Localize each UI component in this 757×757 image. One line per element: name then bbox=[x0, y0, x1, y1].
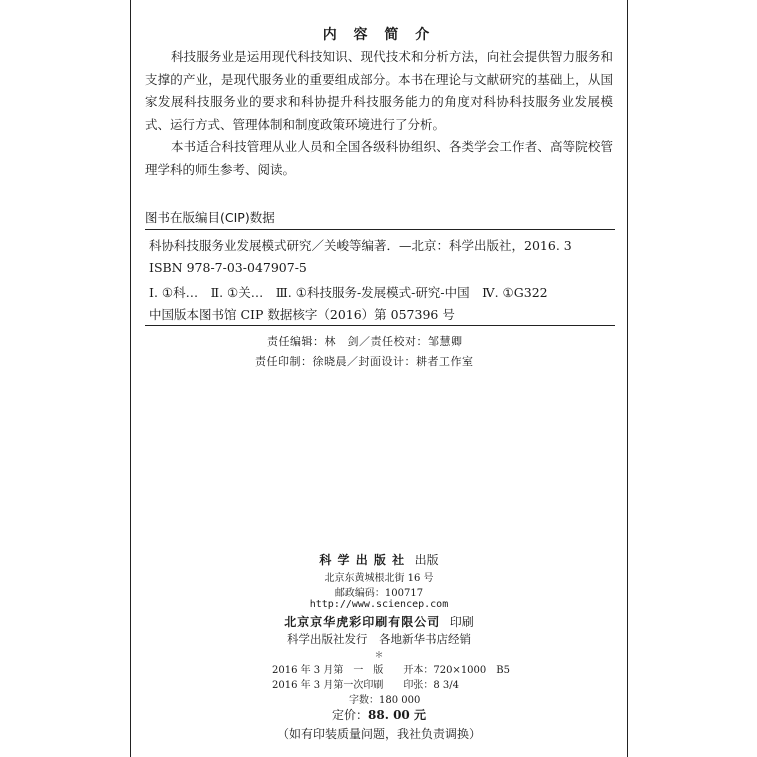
cip-line-1: 科协科技服务业发展模式研究／关峻等编著．—北京：科学出版社，2016. 3 bbox=[149, 238, 572, 253]
cip-bottom-rule bbox=[145, 325, 615, 326]
publisher-website: http://www.sciencep.com bbox=[309, 599, 449, 610]
price-value: 88. 00 元 bbox=[368, 708, 426, 722]
price-label: 定价： bbox=[332, 708, 369, 722]
printer-suffix: 印刷 bbox=[449, 615, 474, 629]
copyright-page bbox=[130, 0, 628, 757]
intro-paragraph-2: 本书适合科技管理从业人员和全国各级科协组织、各类学会工作者、高等院校管理学科的师生参考、阅读。 bbox=[145, 139, 613, 177]
separator-star: ＊ bbox=[374, 651, 384, 661]
cip-line-3: Ⅰ. ①科… Ⅱ. ①关… Ⅲ. ①科技服务-发展模式-研究-中国 Ⅳ. ①G322 bbox=[149, 285, 548, 300]
distribution-line: 科学出版社发行 各地新华书店经销 bbox=[287, 632, 471, 646]
intro-text bbox=[145, 46, 613, 181]
edition-line-2: 2016 年 3 月第一次印刷 印张：8 3/4 bbox=[272, 680, 459, 691]
cip-line-4: 中国版本图书馆 CIP 数据核字（2016）第 057396 号 bbox=[149, 307, 455, 322]
credit-line-1: 责任编辑：林 剑／责任校对：邹慧卿 bbox=[267, 335, 463, 348]
intro-title: 内 容 简 介 bbox=[322, 27, 436, 43]
cip-heading: 图书在版编目(CIP)数据 bbox=[145, 210, 275, 225]
publisher-suffix: 出版 bbox=[414, 553, 439, 567]
publisher-line bbox=[131, 551, 627, 568]
word-count: 字数：180 000 bbox=[349, 695, 421, 706]
publisher-address: 北京东黄城根北街 16 号 bbox=[324, 573, 434, 584]
intro-paragraph-1: 科技服务业是运用现代科技知识、现代技术和分析方法，向社会提供智力服务和支撑的产业，是现代服务业的重要组成部分。本书在理论与文献研究的基础上，从国家发展科技服务业的要求和科协提升科技服务能力的角度对科协科技服务业发展模式、运行方式、管理体制和制度政策环境进行了分析。 bbox=[145, 49, 613, 132]
printer-line bbox=[131, 613, 627, 630]
cip-top-rule bbox=[145, 229, 615, 230]
printer-name: 北京京华虎彩印刷有限公司 bbox=[284, 615, 441, 629]
quality-notice: （如有印装质量问题，我社负责调换） bbox=[276, 727, 481, 741]
cip-line-2: ISBN 978-7-03-047907-5 bbox=[149, 260, 307, 275]
credit-line-2: 责任印制：徐晓晨／封面设计：耕者工作室 bbox=[255, 355, 474, 368]
price-line bbox=[131, 706, 627, 723]
publisher-logo-text: 科 学 出 版 社 bbox=[319, 553, 406, 567]
publisher-postcode: 邮政编码：100717 bbox=[334, 588, 424, 599]
edition-line-1: 2016 年 3 月第 一 版 开本：720×1000 B5 bbox=[272, 665, 510, 676]
